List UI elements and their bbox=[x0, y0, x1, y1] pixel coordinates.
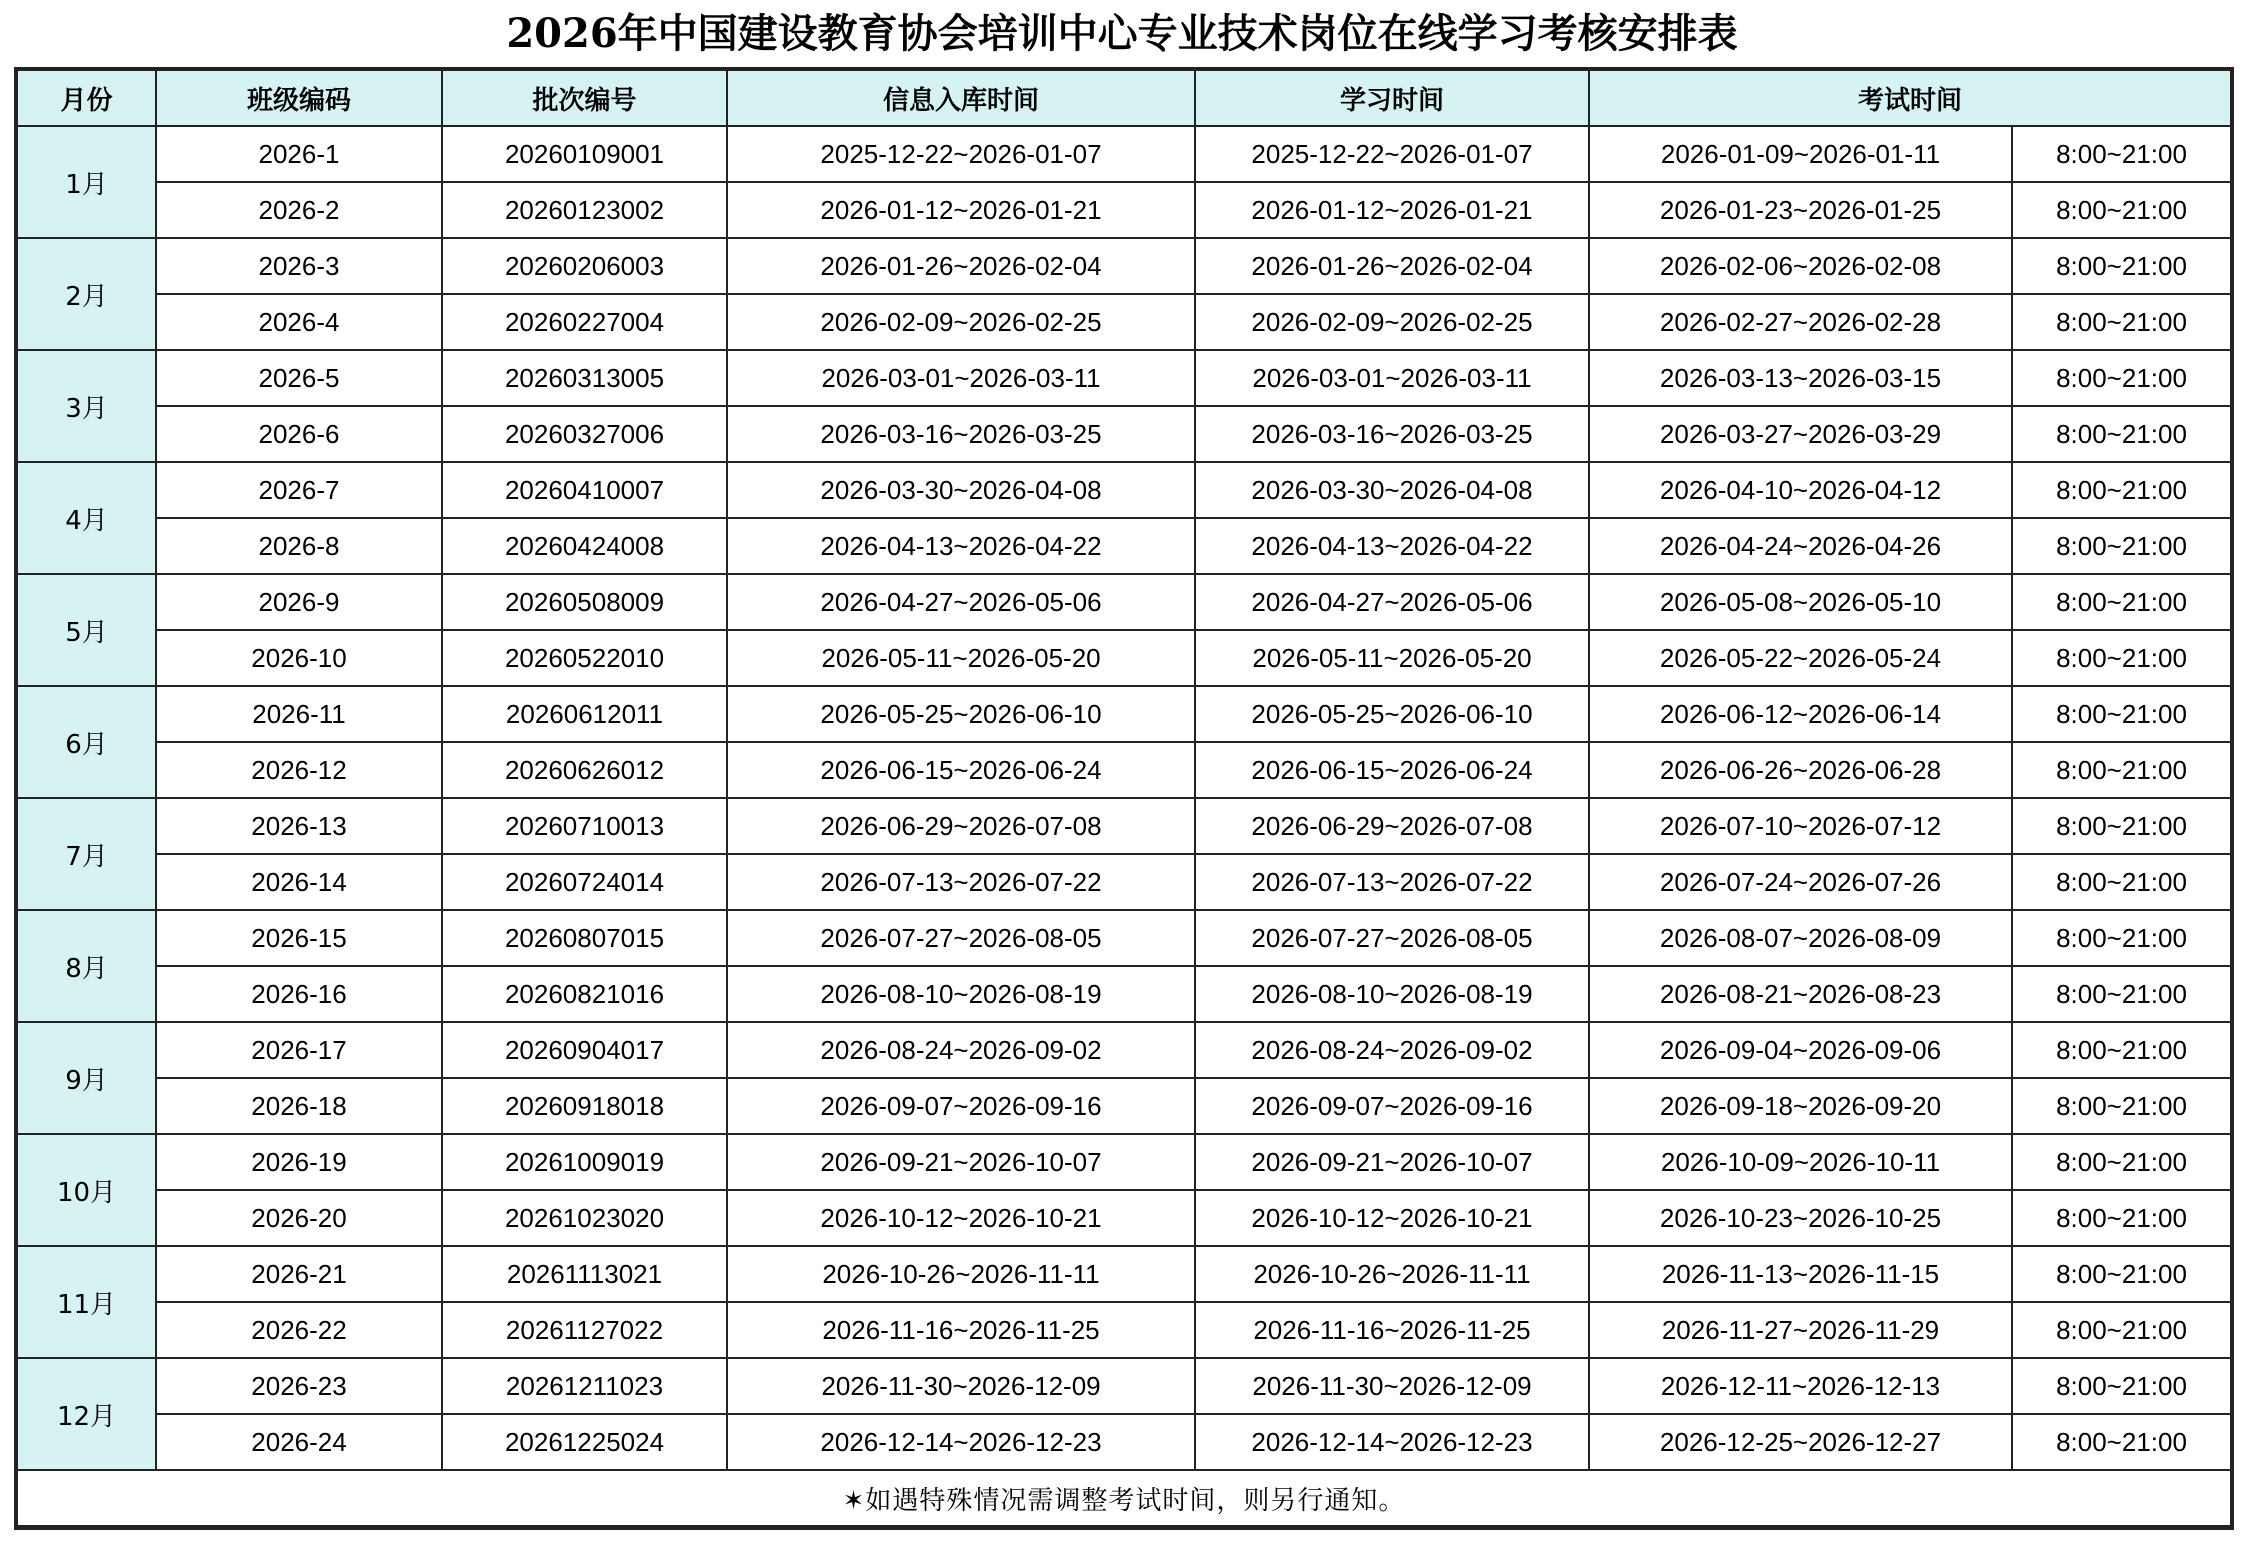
cell-exam-date: 2026-07-24~2026-07-26 bbox=[1589, 854, 2012, 910]
cell-exam-hours: 8:00~21:00 bbox=[2012, 126, 2231, 182]
cell-class-code: 2026-23 bbox=[156, 1358, 442, 1414]
cell-month: 5月 bbox=[17, 574, 156, 686]
cell-batch-no: 20261023020 bbox=[442, 1190, 727, 1246]
cell-exam-hours: 8:00~21:00 bbox=[2012, 1134, 2231, 1190]
header-info-time: 信息入库时间 bbox=[727, 70, 1195, 126]
cell-batch-no: 20260522010 bbox=[442, 630, 727, 686]
table-row bbox=[17, 518, 2231, 574]
cell-class-code: 2026-8 bbox=[156, 518, 442, 574]
cell-exam-hours: 8:00~21:00 bbox=[2012, 1358, 2231, 1414]
cell-study-time: 2026-01-12~2026-01-21 bbox=[1195, 182, 1589, 238]
table-row bbox=[17, 1078, 2231, 1134]
cell-info-time: 2026-01-12~2026-01-21 bbox=[727, 182, 1195, 238]
header-study-time: 学习时间 bbox=[1195, 70, 1589, 126]
cell-study-time: 2026-04-13~2026-04-22 bbox=[1195, 518, 1589, 574]
cell-batch-no: 20261127022 bbox=[442, 1302, 727, 1358]
table-row bbox=[17, 910, 2231, 966]
table-row bbox=[17, 1134, 2231, 1190]
cell-exam-hours: 8:00~21:00 bbox=[2012, 1190, 2231, 1246]
cell-exam-date: 2026-04-10~2026-04-12 bbox=[1589, 462, 2012, 518]
cell-batch-no: 20260821016 bbox=[442, 966, 727, 1022]
cell-batch-no: 20260508009 bbox=[442, 574, 727, 630]
header-exam-time: 考试时间 bbox=[1589, 70, 2231, 126]
cell-batch-no: 20260424008 bbox=[442, 518, 727, 574]
cell-batch-no: 20261225024 bbox=[442, 1414, 727, 1470]
table-row bbox=[17, 630, 2231, 686]
cell-exam-hours: 8:00~21:00 bbox=[2012, 182, 2231, 238]
note-text: ✶如遇特殊情况需调整考试时间，则另行通知。 bbox=[17, 1470, 2231, 1526]
cell-exam-hours: 8:00~21:00 bbox=[2012, 406, 2231, 462]
cell-month: 11月 bbox=[17, 1246, 156, 1358]
cell-month: 4月 bbox=[17, 462, 156, 574]
cell-batch-no: 20260206003 bbox=[442, 238, 727, 294]
cell-study-time: 2026-03-16~2026-03-25 bbox=[1195, 406, 1589, 462]
table-row bbox=[17, 462, 2231, 518]
cell-info-time: 2025-12-22~2026-01-07 bbox=[727, 126, 1195, 182]
cell-exam-hours: 8:00~21:00 bbox=[2012, 630, 2231, 686]
cell-batch-no: 20261211023 bbox=[442, 1358, 727, 1414]
table-row bbox=[17, 1302, 2231, 1358]
cell-info-time: 2026-10-26~2026-11-11 bbox=[727, 1246, 1195, 1302]
cell-batch-no: 20261009019 bbox=[442, 1134, 727, 1190]
cell-batch-no: 20260918018 bbox=[442, 1078, 727, 1134]
cell-exam-date: 2026-02-06~2026-02-08 bbox=[1589, 238, 2012, 294]
cell-class-code: 2026-13 bbox=[156, 798, 442, 854]
cell-exam-hours: 8:00~21:00 bbox=[2012, 686, 2231, 742]
cell-class-code: 2026-16 bbox=[156, 966, 442, 1022]
table-row bbox=[17, 1358, 2231, 1414]
cell-study-time: 2026-07-27~2026-08-05 bbox=[1195, 910, 1589, 966]
cell-class-code: 2026-2 bbox=[156, 182, 442, 238]
table-row bbox=[17, 126, 2231, 182]
cell-study-time: 2026-11-16~2026-11-25 bbox=[1195, 1302, 1589, 1358]
cell-info-time: 2026-04-27~2026-05-06 bbox=[727, 574, 1195, 630]
cell-study-time: 2026-02-09~2026-02-25 bbox=[1195, 294, 1589, 350]
cell-study-time: 2026-05-11~2026-05-20 bbox=[1195, 630, 1589, 686]
cell-exam-hours: 8:00~21:00 bbox=[2012, 350, 2231, 406]
cell-exam-hours: 8:00~21:00 bbox=[2012, 798, 2231, 854]
cell-info-time: 2026-05-25~2026-06-10 bbox=[727, 686, 1195, 742]
cell-exam-hours: 8:00~21:00 bbox=[2012, 1246, 2231, 1302]
cell-exam-date: 2026-09-04~2026-09-06 bbox=[1589, 1022, 2012, 1078]
cell-class-code: 2026-4 bbox=[156, 294, 442, 350]
cell-exam-hours: 8:00~21:00 bbox=[2012, 574, 2231, 630]
cell-info-time: 2026-06-15~2026-06-24 bbox=[727, 742, 1195, 798]
cell-batch-no: 20260710013 bbox=[442, 798, 727, 854]
table-row bbox=[17, 686, 2231, 742]
cell-exam-hours: 8:00~21:00 bbox=[2012, 910, 2231, 966]
table-row bbox=[17, 1190, 2231, 1246]
cell-exam-hours: 8:00~21:00 bbox=[2012, 1414, 2231, 1470]
table-row bbox=[17, 742, 2231, 798]
cell-month: 9月 bbox=[17, 1022, 156, 1134]
cell-info-time: 2026-11-30~2026-12-09 bbox=[727, 1358, 1195, 1414]
cell-batch-no: 20260807015 bbox=[442, 910, 727, 966]
cell-batch-no: 20260626012 bbox=[442, 742, 727, 798]
cell-month: 6月 bbox=[17, 686, 156, 798]
cell-study-time: 2026-11-30~2026-12-09 bbox=[1195, 1358, 1589, 1414]
cell-class-code: 2026-20 bbox=[156, 1190, 442, 1246]
cell-info-time: 2026-08-10~2026-08-19 bbox=[727, 966, 1195, 1022]
table-row bbox=[17, 238, 2231, 294]
cell-study-time: 2026-12-14~2026-12-23 bbox=[1195, 1414, 1589, 1470]
cell-exam-hours: 8:00~21:00 bbox=[2012, 966, 2231, 1022]
cell-exam-date: 2026-01-23~2026-01-25 bbox=[1589, 182, 2012, 238]
table-row bbox=[17, 1414, 2231, 1470]
cell-class-code: 2026-6 bbox=[156, 406, 442, 462]
cell-class-code: 2026-7 bbox=[156, 462, 442, 518]
table-row bbox=[17, 406, 2231, 462]
cell-exam-date: 2026-07-10~2026-07-12 bbox=[1589, 798, 2012, 854]
cell-batch-no: 20260313005 bbox=[442, 350, 727, 406]
cell-exam-hours: 8:00~21:00 bbox=[2012, 518, 2231, 574]
cell-exam-hours: 8:00~21:00 bbox=[2012, 462, 2231, 518]
cell-study-time: 2026-09-07~2026-09-16 bbox=[1195, 1078, 1589, 1134]
cell-batch-no: 20260410007 bbox=[442, 462, 727, 518]
cell-class-code: 2026-19 bbox=[156, 1134, 442, 1190]
cell-batch-no: 20260724014 bbox=[442, 854, 727, 910]
cell-batch-no: 20260109001 bbox=[442, 126, 727, 182]
cell-month: 12月 bbox=[17, 1358, 156, 1470]
cell-info-time: 2026-07-27~2026-08-05 bbox=[727, 910, 1195, 966]
cell-exam-hours: 8:00~21:00 bbox=[2012, 294, 2231, 350]
table-row bbox=[17, 182, 2231, 238]
cell-exam-date: 2026-09-18~2026-09-20 bbox=[1589, 1078, 2012, 1134]
cell-study-time: 2026-10-12~2026-10-21 bbox=[1195, 1190, 1589, 1246]
cell-month: 3月 bbox=[17, 350, 156, 462]
cell-study-time: 2026-07-13~2026-07-22 bbox=[1195, 854, 1589, 910]
cell-info-time: 2026-05-11~2026-05-20 bbox=[727, 630, 1195, 686]
cell-batch-no: 20260327006 bbox=[442, 406, 727, 462]
cell-month: 8月 bbox=[17, 910, 156, 1022]
cell-class-code: 2026-22 bbox=[156, 1302, 442, 1358]
cell-class-code: 2026-5 bbox=[156, 350, 442, 406]
cell-info-time: 2026-03-16~2026-03-25 bbox=[727, 406, 1195, 462]
note-row bbox=[17, 1470, 2231, 1526]
cell-exam-date: 2026-04-24~2026-04-26 bbox=[1589, 518, 2012, 574]
cell-study-time: 2026-06-29~2026-07-08 bbox=[1195, 798, 1589, 854]
cell-exam-hours: 8:00~21:00 bbox=[2012, 742, 2231, 798]
cell-class-code: 2026-9 bbox=[156, 574, 442, 630]
cell-exam-date: 2026-08-21~2026-08-23 bbox=[1589, 966, 2012, 1022]
table-row bbox=[17, 854, 2231, 910]
cell-study-time: 2025-12-22~2026-01-07 bbox=[1195, 126, 1589, 182]
cell-class-code: 2026-17 bbox=[156, 1022, 442, 1078]
cell-exam-hours: 8:00~21:00 bbox=[2012, 1302, 2231, 1358]
cell-study-time: 2026-09-21~2026-10-07 bbox=[1195, 1134, 1589, 1190]
cell-info-time: 2026-02-09~2026-02-25 bbox=[727, 294, 1195, 350]
cell-exam-date: 2026-10-09~2026-10-11 bbox=[1589, 1134, 2012, 1190]
cell-study-time: 2026-03-01~2026-03-11 bbox=[1195, 350, 1589, 406]
header-class-code: 班级编码 bbox=[156, 70, 442, 126]
cell-class-code: 2026-21 bbox=[156, 1246, 442, 1302]
cell-exam-date: 2026-06-26~2026-06-28 bbox=[1589, 742, 2012, 798]
cell-month: 2月 bbox=[17, 238, 156, 350]
cell-exam-hours: 8:00~21:00 bbox=[2012, 1078, 2231, 1134]
table-row bbox=[17, 350, 2231, 406]
header-month: 月份 bbox=[17, 70, 156, 126]
cell-info-time: 2026-07-13~2026-07-22 bbox=[727, 854, 1195, 910]
cell-info-time: 2026-11-16~2026-11-25 bbox=[727, 1302, 1195, 1358]
cell-exam-date: 2026-10-23~2026-10-25 bbox=[1589, 1190, 2012, 1246]
cell-class-code: 2026-14 bbox=[156, 854, 442, 910]
cell-class-code: 2026-15 bbox=[156, 910, 442, 966]
cell-study-time: 2026-08-24~2026-09-02 bbox=[1195, 1022, 1589, 1078]
cell-exam-date: 2026-05-08~2026-05-10 bbox=[1589, 574, 2012, 630]
table-row bbox=[17, 966, 2231, 1022]
cell-info-time: 2026-10-12~2026-10-21 bbox=[727, 1190, 1195, 1246]
cell-month: 10月 bbox=[17, 1134, 156, 1246]
cell-class-code: 2026-24 bbox=[156, 1414, 442, 1470]
table-row bbox=[17, 574, 2231, 630]
cell-exam-date: 2026-06-12~2026-06-14 bbox=[1589, 686, 2012, 742]
cell-info-time: 2026-04-13~2026-04-22 bbox=[727, 518, 1195, 574]
cell-info-time: 2026-09-21~2026-10-07 bbox=[727, 1134, 1195, 1190]
cell-study-time: 2026-03-30~2026-04-08 bbox=[1195, 462, 1589, 518]
cell-info-time: 2026-06-29~2026-07-08 bbox=[727, 798, 1195, 854]
cell-month: 7月 bbox=[17, 798, 156, 910]
cell-exam-hours: 8:00~21:00 bbox=[2012, 238, 2231, 294]
cell-info-time: 2026-01-26~2026-02-04 bbox=[727, 238, 1195, 294]
cell-exam-date: 2026-11-13~2026-11-15 bbox=[1589, 1246, 2012, 1302]
cell-batch-no: 20260904017 bbox=[442, 1022, 727, 1078]
header-batch-no: 批次编号 bbox=[442, 70, 727, 126]
cell-exam-date: 2026-02-27~2026-02-28 bbox=[1589, 294, 2012, 350]
cell-class-code: 2026-11 bbox=[156, 686, 442, 742]
cell-exam-date: 2026-01-09~2026-01-11 bbox=[1589, 126, 2012, 182]
table-row bbox=[17, 798, 2231, 854]
schedule-body bbox=[17, 126, 2231, 1470]
cell-info-time: 2026-03-01~2026-03-11 bbox=[727, 350, 1195, 406]
cell-study-time: 2026-06-15~2026-06-24 bbox=[1195, 742, 1589, 798]
cell-batch-no: 20260123002 bbox=[442, 182, 727, 238]
cell-exam-date: 2026-12-25~2026-12-27 bbox=[1589, 1414, 2012, 1470]
cell-exam-date: 2026-12-11~2026-12-13 bbox=[1589, 1358, 2012, 1414]
cell-exam-date: 2026-05-22~2026-05-24 bbox=[1589, 630, 2012, 686]
cell-info-time: 2026-03-30~2026-04-08 bbox=[727, 462, 1195, 518]
table-row bbox=[17, 294, 2231, 350]
cell-class-code: 2026-1 bbox=[156, 126, 442, 182]
cell-exam-date: 2026-08-07~2026-08-09 bbox=[1589, 910, 2012, 966]
cell-study-time: 2026-05-25~2026-06-10 bbox=[1195, 686, 1589, 742]
cell-info-time: 2026-09-07~2026-09-16 bbox=[727, 1078, 1195, 1134]
schedule-table bbox=[16, 69, 2232, 1527]
cell-study-time: 2026-01-26~2026-02-04 bbox=[1195, 238, 1589, 294]
cell-exam-date: 2026-11-27~2026-11-29 bbox=[1589, 1302, 2012, 1358]
cell-class-code: 2026-10 bbox=[156, 630, 442, 686]
cell-exam-date: 2026-03-27~2026-03-29 bbox=[1589, 406, 2012, 462]
cell-info-time: 2026-12-14~2026-12-23 bbox=[727, 1414, 1195, 1470]
cell-batch-no: 20260227004 bbox=[442, 294, 727, 350]
cell-study-time: 2026-10-26~2026-11-11 bbox=[1195, 1246, 1589, 1302]
table-row bbox=[17, 1246, 2231, 1302]
cell-study-time: 2026-04-27~2026-05-06 bbox=[1195, 574, 1589, 630]
table-row bbox=[17, 1022, 2231, 1078]
cell-exam-hours: 8:00~21:00 bbox=[2012, 1022, 2231, 1078]
cell-class-code: 2026-18 bbox=[156, 1078, 442, 1134]
cell-exam-date: 2026-03-13~2026-03-15 bbox=[1589, 350, 2012, 406]
cell-study-time: 2026-08-10~2026-08-19 bbox=[1195, 966, 1589, 1022]
header-row bbox=[17, 70, 2231, 126]
cell-class-code: 2026-12 bbox=[156, 742, 442, 798]
cell-exam-hours: 8:00~21:00 bbox=[2012, 854, 2231, 910]
cell-info-time: 2026-08-24~2026-09-02 bbox=[727, 1022, 1195, 1078]
cell-month: 1月 bbox=[17, 126, 156, 238]
cell-batch-no: 20261113021 bbox=[442, 1246, 727, 1302]
page-title: 2026年中国建设教育协会培训中心专业技术岗位在线学习考核安排表 bbox=[506, 10, 1738, 57]
cell-class-code: 2026-3 bbox=[156, 238, 442, 294]
cell-batch-no: 20260612011 bbox=[442, 686, 727, 742]
